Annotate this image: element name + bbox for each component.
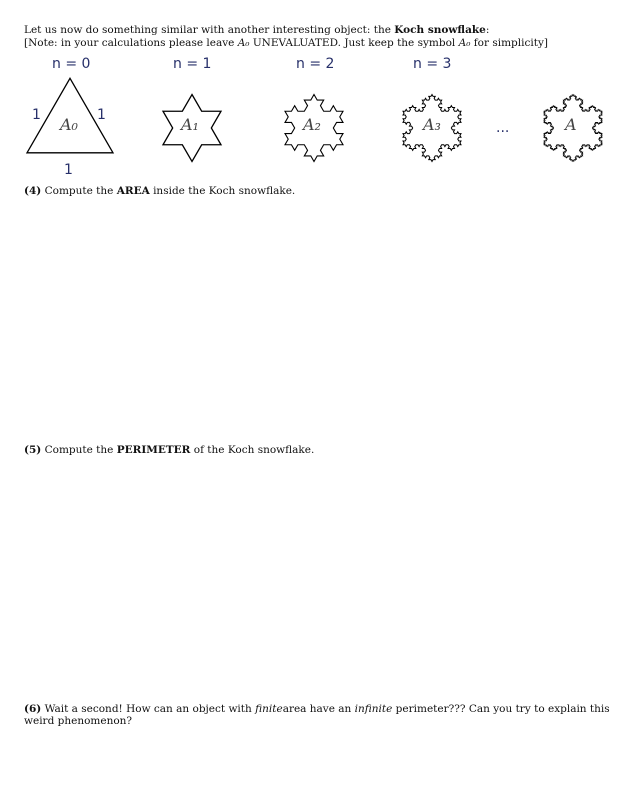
koch-figure: [18, 56, 628, 186]
note-c: for simplicity]: [470, 37, 548, 49]
question-6: [24, 703, 640, 727]
question-4-number: (4): [24, 185, 42, 197]
symbol-a0-2: A₀: [458, 37, 471, 49]
stage-label-0: n = 0: [52, 56, 91, 72]
question-5-number: (5): [24, 444, 42, 456]
question-6-text-c: perimeter??? Can you try to explain this weird phenomenon?: [24, 703, 610, 727]
question-6-number: (6): [24, 703, 42, 715]
intro-text-a: Let us now do something similar with another interesting object: the: [24, 24, 395, 36]
snowflake-svg: [18, 56, 628, 186]
note-b: UNEVALUATED. Just keep the symbol: [249, 37, 459, 49]
side-label-left: 1: [32, 107, 41, 123]
question-5: [24, 444, 314, 456]
question-5-text-a: Compute the: [44, 444, 117, 456]
intro-line-1: [24, 24, 624, 37]
area-label-limit: A: [565, 115, 577, 134]
question-6-text-b: area have an: [282, 703, 355, 715]
ellipsis: ...: [496, 120, 510, 136]
question-4: [24, 185, 295, 197]
area-label-a3: A₃: [423, 115, 441, 134]
question-4-text-b: inside the Koch snowflake.: [149, 185, 296, 197]
stage-label-2: n = 2: [296, 56, 335, 72]
question-4-bold: AREA: [116, 185, 150, 197]
area-label-a1: A₁: [181, 115, 199, 134]
intro-colon: :: [485, 24, 490, 36]
question-6-finite: finite: [255, 703, 283, 715]
question-6-infinite: infinite: [354, 703, 393, 715]
question-5-bold: PERIMETER: [116, 444, 191, 456]
question-4-text-a: Compute the: [44, 185, 117, 197]
koch-snowflake-term: Koch snowflake: [394, 24, 486, 36]
stage-label-1: n = 1: [173, 56, 212, 72]
area-label-a0: A₀: [60, 115, 78, 134]
intro-line-2: [24, 37, 624, 50]
stage-label-3: n = 3: [413, 56, 452, 72]
note-a: [Note: in your calculations please leave: [24, 37, 238, 49]
intro-text: [24, 24, 624, 50]
side-label-bottom: 1: [64, 162, 73, 178]
symbol-a0: A₀: [237, 37, 250, 49]
area-label-a2: A₂: [303, 115, 321, 134]
question-6-text-a: Wait a second! How can an object with: [44, 703, 256, 715]
side-label-right: 1: [97, 107, 106, 123]
question-5-text-b: of the Koch snowflake.: [190, 444, 315, 456]
